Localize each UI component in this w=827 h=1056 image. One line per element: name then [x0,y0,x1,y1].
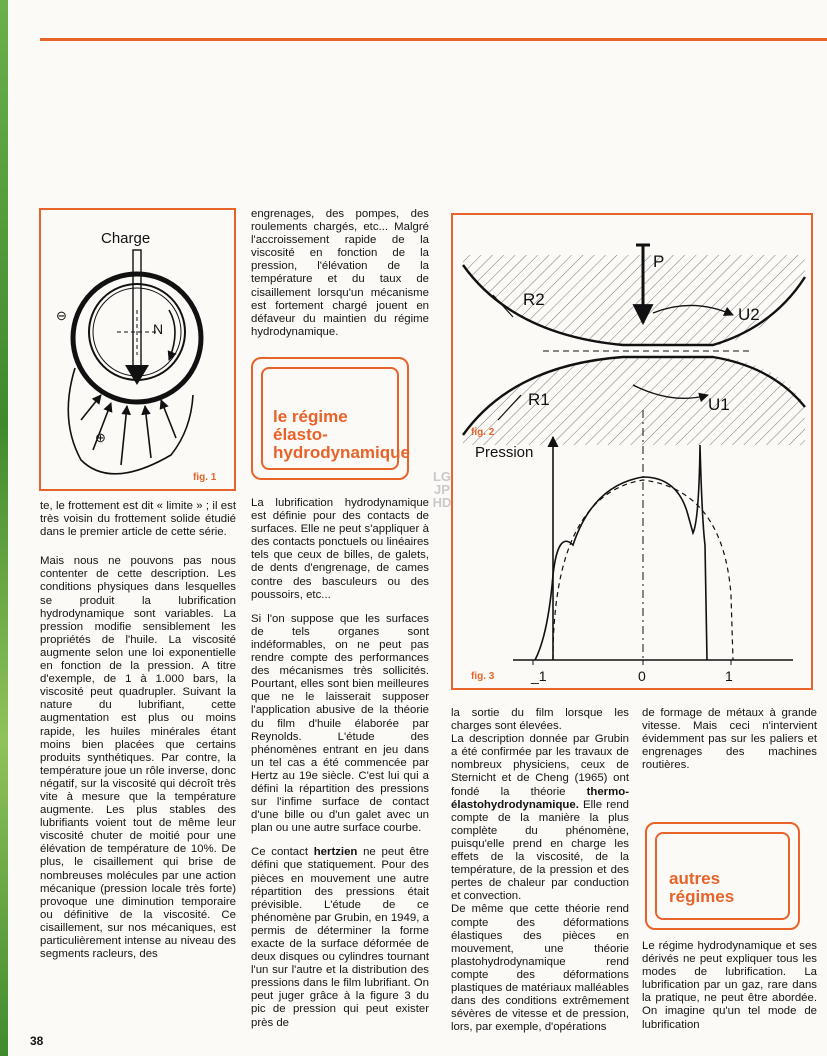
column-2 [251,497,429,1041]
u1-label: U1 [708,395,730,414]
top-rule [40,38,827,41]
tick-1: 1 [725,668,733,684]
minus-sign: ⊖ [56,308,67,323]
u2-label: U2 [738,305,760,324]
upper-roller-hatch [463,255,805,345]
col1-paragraph-2: Mais nous ne pouvons pas nous contenter de cette description. Les conditions physiques dans lesquelles se produit la lubrification hydrodynamique sont variables. La pression modifie sensiblement les propriétés de l'huile. La viscosité augmente selon une loi exponentielle en fonction de la pression. A titre d'exemple, de 1 à 1.000 bars, la viscosité peut quadrupler. Suivant la nature du lubrifiant, cette augmentation est plus ou moins rapide, les huiles minérales étant moins bien placées que certains produits synthétiques. Par contre, la température joue un rôle inverse, donc négatif, sur la viscosité qui décroît très vite à mesure que la température augmente. Les plus stables des lubrifiants voient tout de même leur viscosité chuter de moitié pour une élévation de température de 10%. De plus, le cisaillement qui brise de nombreuses molécules par une action mécanique (pression locale très forte) provoque une diminution temporaire ou définitive de la viscosité. Ce cisaillement, sur nos mécaniques, est particulièrement intense au niveau des segments racleurs, des [40,555,236,961]
figure-2-caption: fig. 2 [471,427,495,438]
column-2-top [251,208,429,350]
figure-2-3-diagram [453,215,811,688]
section-heading-box-1 [251,357,409,480]
col2-top-paragraph: engrenages, des pompes, des roulements chargés, etc... Malgré l'accroissement rapide de la viscosité en fonction de la pression, l'élévation de la température et du taux de cisaillement lorsqu'un mécanisme est fortement chargé jouent en défaveur du maintien du régime hydrodynamique. [251,208,429,338]
rotation-n-label: N [153,321,164,337]
r1-label: R1 [528,390,550,409]
section-heading-box-2 [645,822,800,930]
pressure-envelope [68,368,193,474]
col3-paragraph-3: De même que cette théorie rend compte des déformations élastiques des pièces en mouvement, une théorie plastohydrodynamique rend compte des déformations plastiques de matériaux malléables dans des conditions extrêmement sévères de vitesse et de pression, lors, par exemple, d'opérations [451,903,629,1034]
figure-1-caption: fig. 1 [193,472,217,483]
col4-paragraph-1: de formage de métaux à grande vitesse. Mais ceci n'intervient évidemment pas sur les paliers et engrenages des machines routières. [642,707,817,772]
plus-sign: ⊕ [95,430,106,445]
pressure-axis-label: Pression [475,444,534,461]
page-number: 38 [30,1034,44,1048]
col2-paragraph-1: La lubrification hydrodynamique est définie pour des contacts de surfaces. Elle ne peut s'appliquer à des contacts ponctuels ou linéaires tels que ceux de billes, de galets, de dents d'engrenage, de cames contre des basculeurs ou des poussoirs, etc... [251,497,429,601]
watermark-logo: LG JP HD [432,469,452,510]
figure-1-box [39,208,236,491]
col3-paragraph-2: La description donnée par Grubin a été confirmée par les travaux de nombreux physiciens, ceux de Sternicht et de Cheng (1965) ont fondé la théorie thermo-élastohydrodynamique. Elle rend compte de la manière la plus complète du phénomène, puisqu'elle prend en charge les effets de la viscosité, de la température, de la pression et des pertes de chaleur par conduction et convection. [451,733,629,903]
ehd-pressure-curve [535,445,707,660]
column-4-bottom [642,940,817,1043]
col4-paragraph-2: Le régime hydrodynamique et ses dérivés ne peut expliquer tous les modes de lubrification. La lubrification par un gaz, rare dans la pratique, ne peut être abordée. On imagine qu'un tel mode de lubrification [642,940,817,1031]
left-color-bar [0,0,8,1056]
figure-2-3-box [451,213,813,690]
lower-roller-hatch [463,357,805,445]
section-heading-elastohydrodynamique: le régime élasto- hydrodynamique [273,407,410,462]
col1-paragraph-1: te, le frottement est dit « limite » ; il est très voisin du frottement solide étudié dans le premier article de cette série. [40,500,236,539]
rotation-arrow [169,310,175,360]
r2-label: R2 [523,290,545,309]
section-heading-autres-regimes: autres régimes [669,869,735,906]
tick-minus-1: _1 [531,668,547,684]
figure-1-bearing-diagram [41,210,234,489]
column-1 [40,500,236,972]
col3-paragraph-1: la sortie du film lorsque les charges sont élevées. [451,707,629,733]
column-4 [642,707,817,783]
charge-label: Charge [101,230,151,247]
figure-3-caption: fig. 3 [471,671,495,682]
column-3 [451,707,629,1045]
p-label: P [653,252,665,271]
col2-paragraph-2: Si l'on suppose que les surfaces de tels organes sont indéformables, on ne peut pas rendre compte des performances des mécanismes très sollicités. Pourtant, elles sont bien meilleures que ne le laisserait supposer l'application abusive de la théorie du film d'huile élaborée par Reynolds. L'étude des phénomènes entrant en jeu dans un tel cas a été commencée par Hertz au 19e siècle. C'est lui qui a défini la répartition des pressions sur l'infime surface de contact d'une bille ou d'un galet avec un plan ou une autre surface courbe. [251,612,429,835]
tick-0: 0 [638,668,646,684]
col2-paragraph-3: Ce contact hertzien ne peut être défini que statiquement. Pour des pièces en mouvement une autre répartition des pressions était prévisible. L'étude de ce phénomène par Grubin, en 1949, a permis de déterminer la forme exacte de la surface déformée de deux disques ou cylindres tournant l'un sur l'autre et la distribution des pressions dans le film lubrifiant. On peut juger grâce à la figure 3 du pic de pression qui peut exister près de [251,846,429,1029]
